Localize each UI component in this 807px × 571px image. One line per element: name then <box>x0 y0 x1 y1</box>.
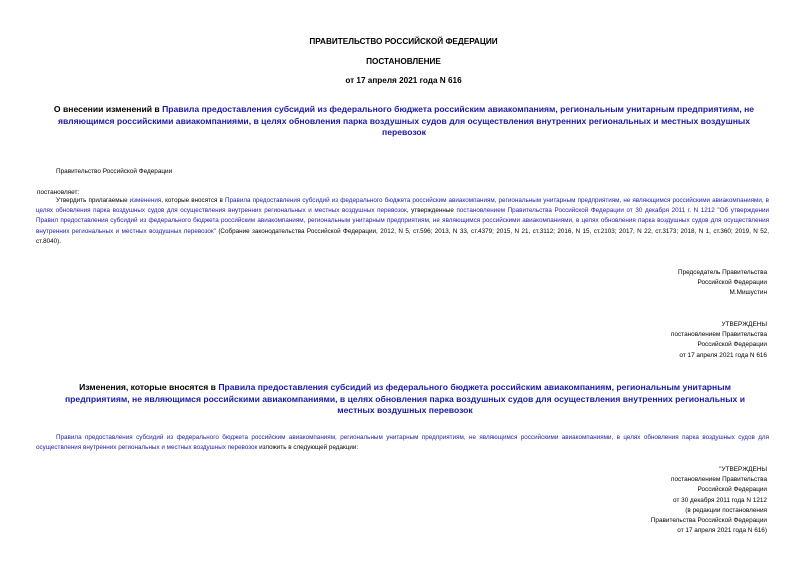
approved2-line-6: Правительства Российской Федерации <box>650 517 767 525</box>
government-label: Правительство Российской Федерации <box>56 168 173 175</box>
decides-label: постановляет: <box>37 189 80 196</box>
signature-block <box>527 268 767 299</box>
para2-rules-link[interactable]: Правила предоставления субсидий из федерального бюджета российским авиакомпаниям, региональным унитарным предприятиям, не являющимся российскими авиакомпаниями, в целях обновления парка воздушных судов для осуществления внутренних региональных и местных воздушных перевозок <box>36 434 769 452</box>
changes-title-prefix: Изменения, которые вносятся в <box>79 382 219 392</box>
signature-line-2: Российской Федерации <box>697 279 767 287</box>
para2-tail: изложить в следующей редакции: <box>257 444 359 452</box>
changes-title-link[interactable]: Правила предоставления субсидий из федерального бюджета российским авиакомпаниям, региональным унитарным предприятиям, не являющимся российскими авиакомпаниями, в целях обновления парка воздушных судов для осуществления внутренних региональных и местных воздушных перевозок <box>64 382 746 416</box>
approved-line-3: Российской Федерации <box>697 341 767 349</box>
approved2-line-7: от 17 апреля 2021 года N 616) <box>677 527 767 535</box>
approved2-line-5: (в редакции постановления <box>685 506 767 514</box>
para1-text3: , утвержденные <box>406 207 457 215</box>
changes-paragraph <box>36 433 769 453</box>
document-title <box>44 104 764 139</box>
title-rules-link[interactable]: Правила предоставления субсидий из федерального бюджета российским авиакомпаниям, региональным унитарным предприятиям, не являющимся российскими авиакомпаниями, в целях обновления парка воздушных судов для осуществления внутренних региональных и местных воздушных перевозок <box>57 104 755 138</box>
approved-line-2: постановлением Правительства <box>671 331 767 339</box>
para1-text4: (Собрание законодательства Российской Федерации, 2012, N 5, ст.596; 2013, N 33, ст.4379; 2015, N 21, ст.3112; 2016, N 15, ст.2103; 2017, N 22, ст.3173; 2018, N 1, ст.360; 2019, N 52, ст.8040). <box>36 227 769 245</box>
header-date-number: от 17 апреля 2021 года N 616 <box>345 76 462 85</box>
decree-1212-link[interactable]: постановлением Правительства Российской Федерации от 30 декабря 2011 г. N 1212 "Об утверждении Правил предоставления субсидий из федерального бюджета российским авиакомпаниям, региональным унитарным предприятиям, не являющимся российскими авиакомпаниями, в целях обновления парка воздушных судов для осуществления внутренних региональных и местных воздушных перевозок" <box>36 207 769 235</box>
para1-text2: , которые вносятся в <box>161 197 225 204</box>
changes-title <box>50 382 760 417</box>
changes-link[interactable]: изменения <box>129 197 162 204</box>
rules-link[interactable]: Правила предоставления субсидий из федерального бюджета российским авиакомпаниям, региональным унитарным предприятиям, не являющимся российскими авиакомпаниями, в целях обновления парка воздушных судов для осуществления внутренних региональных и местных воздушных перевозок <box>36 197 770 215</box>
header-org: ПРАВИТЕЛЬСТВО РОССИЙСКОЙ ФЕДЕРАЦИИ <box>309 37 498 46</box>
decree-paragraph <box>36 196 769 247</box>
approved-block <box>527 320 767 361</box>
approved-line-1: УТВЕРЖДЕНЫ <box>721 321 767 328</box>
title-prefix: О внесении изменений в <box>53 104 163 114</box>
para1-text1: Утвердить прилагаемые <box>56 197 130 204</box>
approved2-line-4: от 30 декабря 2011 года N 1212 <box>673 496 767 504</box>
approved-line-4: от 17 апреля 2021 года N 616 <box>679 351 767 359</box>
approved2-line-1: "УТВЕРЖДЕНЫ <box>719 466 767 473</box>
signature-line-1: Председатель Правительства <box>678 269 767 276</box>
approved2-line-3: Российской Федерации <box>697 486 767 494</box>
header-doc-type: ПОСТАНОВЛЕНИЕ <box>366 57 441 66</box>
signature-line-3: М.Мишустин <box>729 289 767 297</box>
approved2-line-2: постановлением Правительства <box>671 476 767 484</box>
approved-2011-block <box>527 465 767 536</box>
